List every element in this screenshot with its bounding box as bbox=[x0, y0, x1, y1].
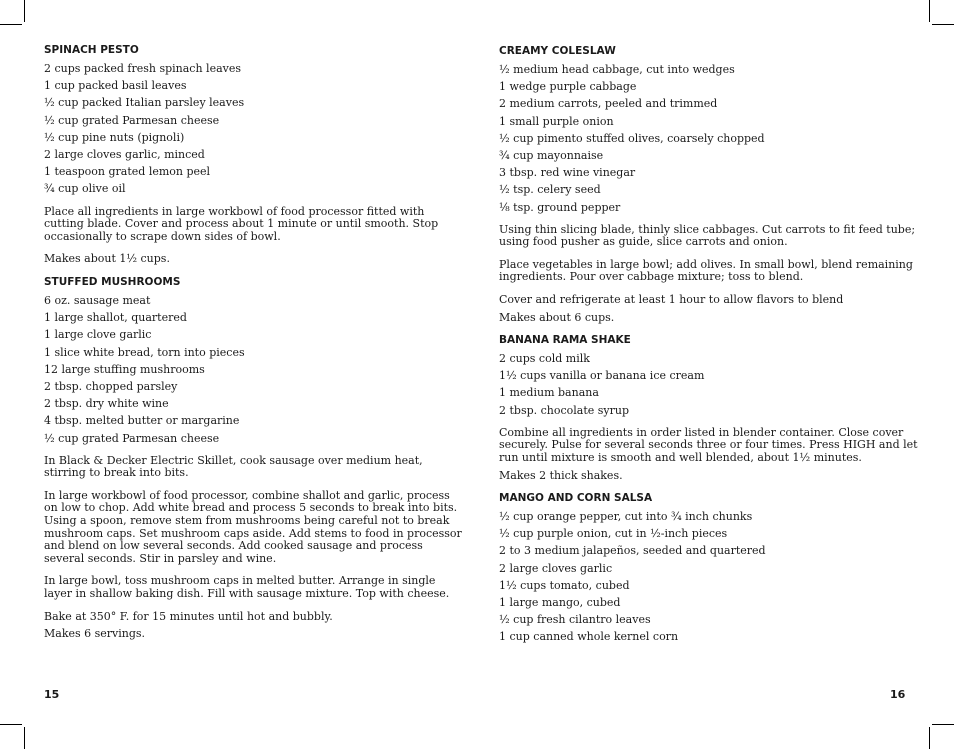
ingredient-item: 1 medium banana bbox=[499, 386, 599, 400]
crop-mark bbox=[929, 0, 930, 22]
ingredient-item: ½ cup pimento stuffed olives, coarsely chopped bbox=[499, 131, 765, 145]
ingredient-item: 1 slice white bread, torn into pieces bbox=[44, 345, 245, 359]
direction-paragraph: In Black & Decker Electric Skillet, cook sausage over medium heat, stirring to break into bits. bbox=[44, 453, 423, 480]
crop-mark bbox=[932, 24, 954, 25]
ingredient-item: 2 tbsp. chopped parsley bbox=[44, 379, 178, 393]
ingredient-item: 3 tbsp. red wine vinegar bbox=[499, 166, 636, 180]
ingredient-item: 1½ cups tomato, cubed bbox=[499, 578, 630, 592]
recipe-title: MANGO AND CORN SALSA bbox=[499, 492, 653, 504]
ingredient-item: ½ tsp. celery seed bbox=[499, 183, 601, 197]
ingredient-item: 2 to 3 medium jalapeños, seeded and quartered bbox=[499, 544, 766, 558]
ingredient-item: 1 wedge purple cabbage bbox=[499, 80, 637, 94]
direction-paragraph: Place all ingredients in large workbowl of food processor fitted with cutting blade. Cover and process about 1 minute or until smooth. Stop occasionally to scrape down sides of bowl. bbox=[44, 204, 439, 243]
crop-mark bbox=[24, 0, 25, 22]
ingredient-item: 1 teaspoon grated lemon peel bbox=[44, 165, 211, 179]
recipe-creamy-coleslaw bbox=[499, 44, 919, 324]
recipe-title: SPINACH PESTO bbox=[44, 44, 139, 56]
crop-mark bbox=[932, 724, 954, 725]
ingredient-item: 1½ cups vanilla or banana ice cream bbox=[499, 369, 705, 383]
recipe-title: BANANA RAMA SHAKE bbox=[499, 334, 631, 346]
ingredient-item: ½ cup packed Italian parsley leaves bbox=[44, 96, 245, 110]
direction-paragraph: Combine all ingredients in order listed in blender container. Close cover securely. Pulse for several seconds three or four times. Press HIGH and let run until mixture is smooth and well blended, about 1½ minutes. bbox=[499, 425, 918, 464]
recipe-spinach-pesto bbox=[44, 43, 464, 266]
ingredient-item: ½ cup grated Parmesan cheese bbox=[44, 431, 220, 445]
ingredient-item: 1 cup canned whole kernel corn bbox=[499, 630, 679, 644]
crop-mark bbox=[0, 724, 22, 725]
ingredient-item: 2 large cloves garlic bbox=[499, 561, 613, 575]
ingredient-item: 6 oz. sausage meat bbox=[44, 294, 151, 307]
ingredient-item: ½ cup pine nuts (pignoli) bbox=[44, 130, 185, 144]
ingredient-item: 2 cups packed fresh spinach leaves bbox=[44, 62, 242, 75]
recipe-title: CREAMY COLESLAW bbox=[499, 45, 616, 57]
ingredient-item: ¾ cup olive oil bbox=[44, 182, 126, 196]
ingredient-item: 1 large clove garlic bbox=[44, 328, 152, 342]
direction-paragraph: Makes about 1½ cups. bbox=[44, 252, 170, 266]
crop-mark bbox=[929, 727, 930, 749]
ingredient-item: 1 large mango, cubed bbox=[499, 595, 621, 609]
page-number-right: 16 bbox=[890, 688, 906, 701]
ingredient-item: 2 cups cold milk bbox=[499, 352, 590, 365]
ingredient-item: 2 large cloves garlic, minced bbox=[44, 147, 205, 161]
ingredient-item: ⅛ tsp. ground pepper bbox=[499, 200, 621, 214]
ingredient-item: 1 small purple onion bbox=[499, 114, 614, 128]
ingredient-item: 2 tbsp. chocolate syrup bbox=[499, 403, 630, 417]
ingredient-item: ½ medium head cabbage, cut into wedges bbox=[499, 63, 735, 76]
direction-paragraph: Makes 2 thick shakes. bbox=[499, 468, 623, 482]
recipe-title: STUFFED MUSHROOMS bbox=[44, 276, 181, 288]
ingredient-item: 12 large stuffing mushrooms bbox=[44, 362, 205, 376]
ingredient-item: ¾ cup mayonnaise bbox=[499, 148, 604, 162]
crop-mark bbox=[0, 24, 22, 25]
ingredient-item: ½ cup fresh cilantro leaves bbox=[499, 613, 651, 627]
direction-paragraph: Bake at 350° F. for 15 minutes until hot and bubbly. bbox=[44, 609, 333, 623]
recipe-banana-rama-shake bbox=[499, 333, 919, 482]
direction-paragraph: In large workbowl of food processor, combine shallot and garlic, process on low to chop. Add white bread and process 5 seconds to break into bits. Using a spoon, remove stem from mushrooms being careful not to break mushroom caps. Set mushroom caps aside. Add stems to food in processor and blend on low several seconds. Add cooked sausage and process several seconds. Stir in parsley and wine. bbox=[44, 488, 462, 565]
recipe-mango-and-corn-salsa bbox=[499, 491, 919, 646]
direction-paragraph: Makes 6 servings. bbox=[44, 627, 146, 641]
direction-paragraph: Place vegetables in large bowl; add olives. In small bowl, blend remaining ingredients. Pour over cabbage mixture; toss to blend. bbox=[499, 257, 913, 284]
direction-paragraph: Using thin slicing blade, thinly slice cabbages. Cut carrots to fit feed tube; using food pusher as guide, slice carrots and onion. bbox=[499, 222, 916, 249]
ingredient-item: ½ cup orange pepper, cut into ¾ inch chunks bbox=[499, 510, 753, 523]
direction-paragraph: Makes about 6 cups. bbox=[499, 310, 615, 324]
ingredient-item: ½ cup purple onion, cut in ½-inch pieces bbox=[499, 527, 728, 541]
ingredient-item: 2 tbsp. dry white wine bbox=[44, 397, 169, 411]
page-number-left: 15 bbox=[44, 688, 60, 701]
crop-mark bbox=[24, 727, 25, 749]
ingredient-item: 1 cup packed basil leaves bbox=[44, 79, 187, 93]
direction-paragraph: In large bowl, toss mushroom caps in melted butter. Arrange in single layer in shallow baking dish. Fill with sausage mixture. Top with cheese. bbox=[44, 574, 450, 601]
ingredient-item: 2 medium carrots, peeled and trimmed bbox=[499, 97, 718, 111]
ingredient-item: ½ cup grated Parmesan cheese bbox=[44, 113, 220, 127]
ingredient-item: 4 tbsp. melted butter or margarine bbox=[44, 414, 240, 428]
recipe-stuffed-mushrooms bbox=[44, 275, 464, 641]
direction-paragraph: Cover and refrigerate at least 1 hour to allow flavors to blend bbox=[499, 293, 844, 307]
ingredient-item: 1 large shallot, quartered bbox=[44, 311, 187, 325]
